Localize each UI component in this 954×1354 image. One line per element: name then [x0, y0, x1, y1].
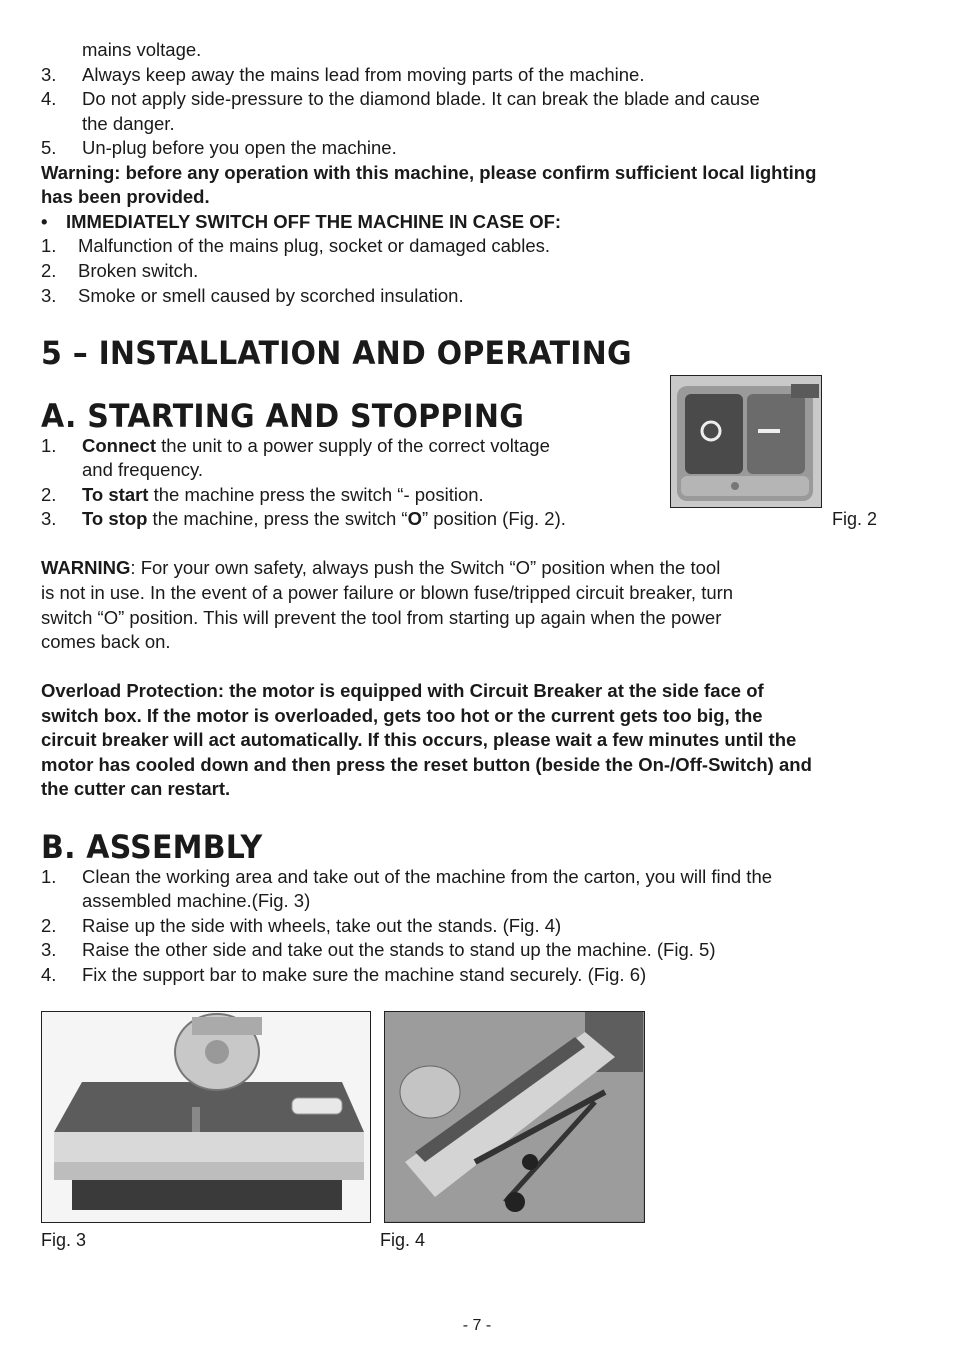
assembly-step-cont: assembled machine.(Fig. 3) — [82, 890, 311, 911]
subsection-heading: A. STARTING AND STOPPING — [41, 398, 525, 436]
fig4-caption: Fig. 4 — [380, 1230, 426, 1250]
assembly-step: Fix the support bar to make sure the machine stand securely. (Fig. 6) — [82, 964, 647, 985]
switch-off-heading: IMMEDIATELY SWITCH OFF THE MACHINE IN CASE OF: — [66, 211, 562, 232]
list-item-cont: the danger. — [82, 113, 175, 134]
fig2-caption: Fig. 2 — [832, 509, 878, 529]
list-item: Always keep away the mains lead from moving parts of the machine. — [82, 64, 645, 85]
list-number: 2. — [41, 484, 57, 505]
fig4-machine-photo — [384, 1011, 645, 1223]
list-item: Do not apply side-pressure to the diamond blade. It can break the blade and cause — [82, 88, 760, 109]
list-number: 3. — [41, 64, 57, 85]
section-heading: 5 – INSTALLATION AND OPERATING — [41, 335, 632, 373]
assembly-step: Clean the working area and take out of the machine from the carton, you will find the — [82, 866, 773, 887]
overload-protection-line: the cutter can restart. — [41, 778, 231, 799]
list-item: Broken switch. — [78, 260, 199, 281]
safety-warning-line: comes back on. — [41, 631, 171, 652]
step-connect: Connect the unit to a power supply of the correct voltage — [82, 435, 550, 456]
list-number: 5. — [41, 137, 57, 158]
list-number: 2. — [41, 260, 57, 281]
list-number: 1. — [41, 866, 57, 887]
list-continuation: mains voltage. — [82, 39, 202, 60]
list-number: 3. — [41, 939, 57, 960]
safety-warning: WARNING: For your own safety, always push the Switch “O” position when the tool — [41, 557, 721, 578]
list-number: 3. — [41, 508, 57, 529]
fig3-machine-photo — [41, 1011, 371, 1223]
subsection-heading: B. ASSEMBLY — [41, 829, 263, 867]
fig3-caption: Fig. 3 — [41, 1230, 87, 1250]
assembly-step: Raise the other side and take out the stands to stand up the machine. (Fig. 5) — [82, 939, 716, 960]
lighting-warning-cont: has been provided. — [41, 186, 210, 207]
list-number: 1. — [41, 235, 57, 256]
list-item: Un-plug before you open the machine. — [82, 137, 397, 158]
overload-protection-line: circuit breaker will act automatically. If this occurs, please wait a few minutes until the — [41, 729, 797, 750]
list-number: 1. — [41, 435, 57, 456]
overload-protection-line: switch box. If the motor is overloaded, gets too hot or the current gets too big, the — [41, 705, 763, 726]
step-stop: To stop the machine, press the switch “O” position (Fig. 2). — [82, 508, 566, 529]
bullet-icon: • — [41, 211, 48, 232]
list-number: 2. — [41, 915, 57, 936]
list-number: 4. — [41, 964, 57, 985]
list-item: Smoke or smell caused by scorched insulation. — [78, 285, 464, 306]
list-number: 4. — [41, 88, 57, 109]
assembly-step: Raise up the side with wheels, take out the stands. (Fig. 4) — [82, 915, 562, 936]
step-start: To start the machine press the switch “- position. — [82, 484, 484, 505]
step-connect-cont: and frequency. — [82, 459, 204, 480]
list-item: Malfunction of the mains plug, socket or damaged cables. — [78, 235, 551, 256]
page-number: - 7 - — [462, 1317, 492, 1334]
safety-warning-line: is not in use. In the event of a power failure or blown fuse/tripped circuit breaker, turn — [41, 582, 734, 603]
lighting-warning: Warning: before any operation with this machine, please confirm sufficient local lighting — [41, 162, 817, 183]
overload-protection: Overload Protection: the motor is equipped with Circuit Breaker at the side face of — [41, 680, 764, 701]
safety-warning-line: switch “O” position. This will prevent the tool from starting up again when the power — [41, 607, 722, 628]
overload-protection-line: motor has cooled down and then press the reset button (beside the On-/Off-Switch) and — [41, 754, 812, 775]
list-number: 3. — [41, 285, 57, 306]
fig2-switch-photo — [670, 375, 822, 508]
